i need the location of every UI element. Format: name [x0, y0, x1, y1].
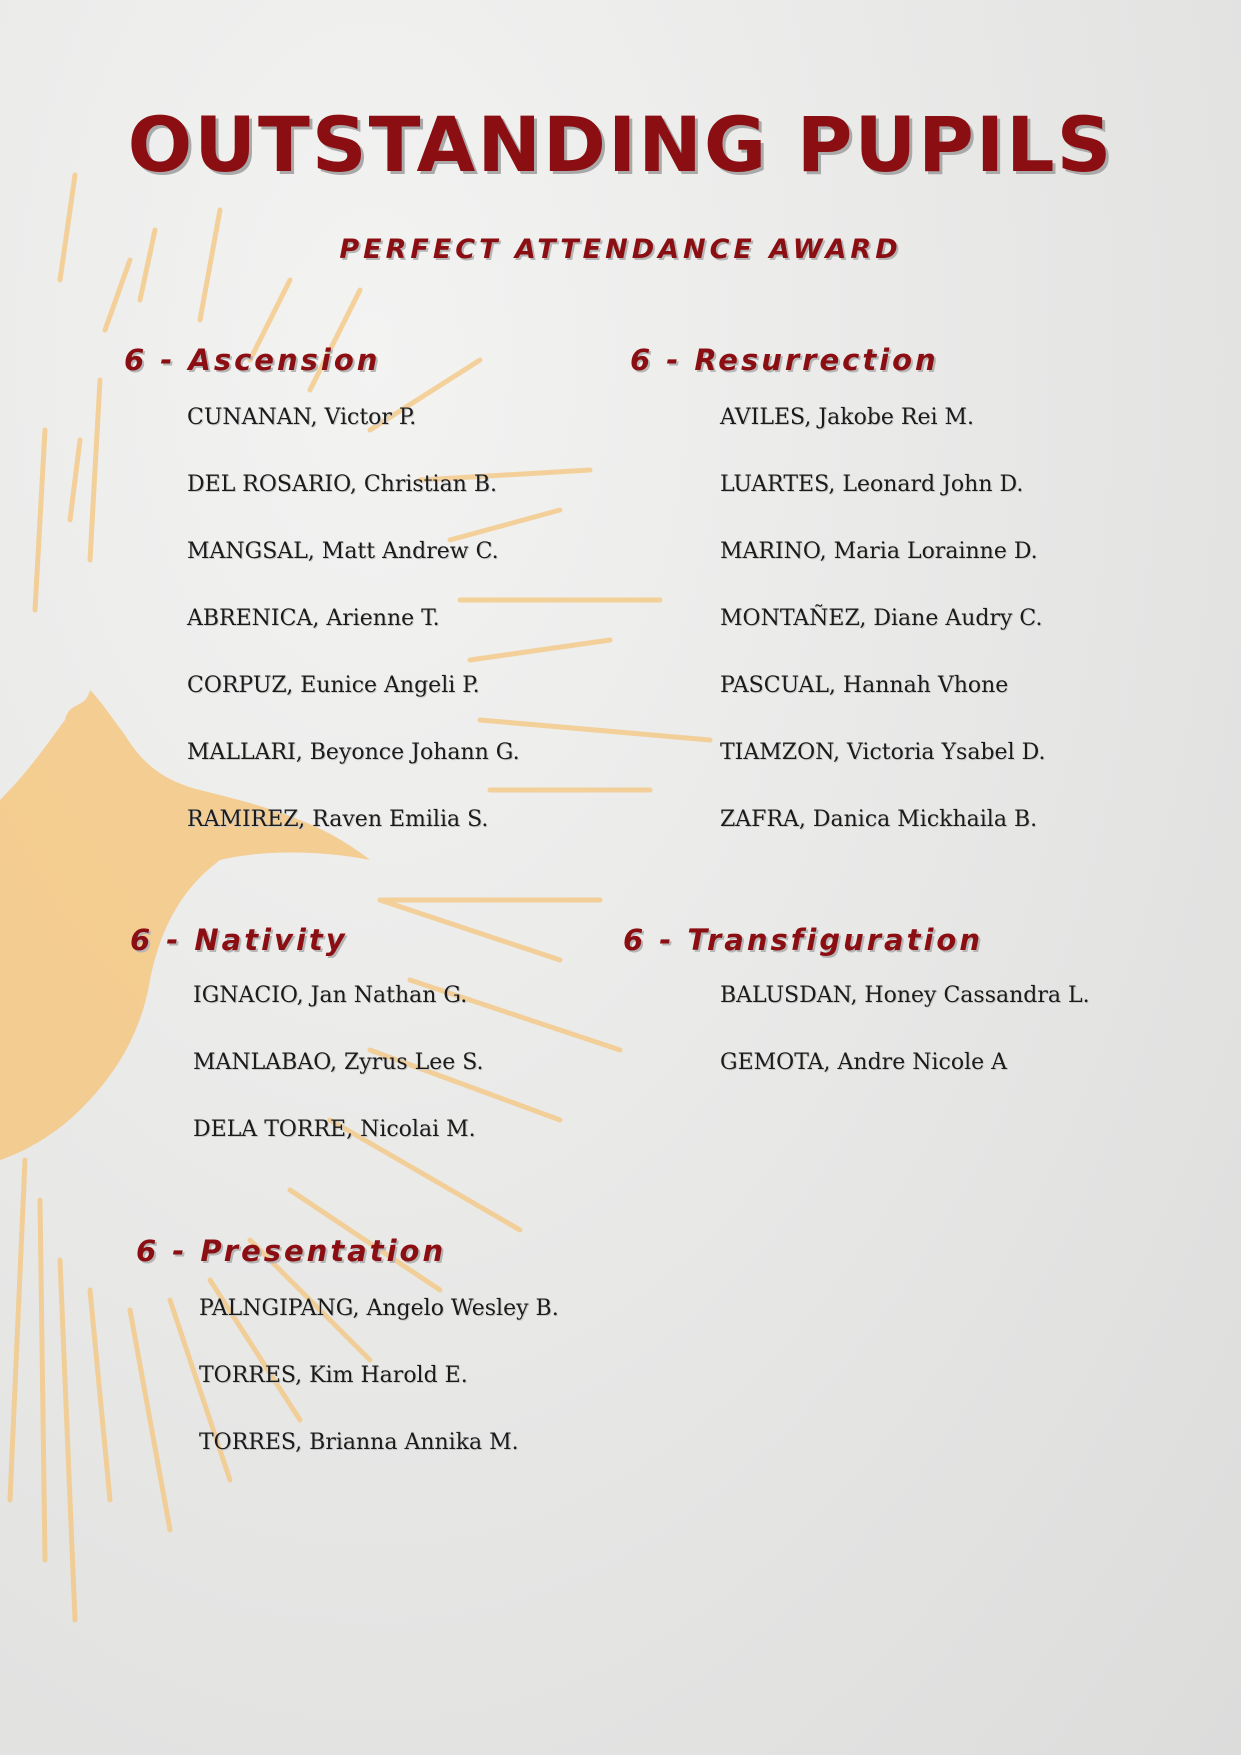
section-ascension: [124, 343, 520, 872]
pupil-name: TORRES, Kim Harold E.: [199, 1363, 468, 1388]
pupil-name: MONTAÑEZ, Diane Audry C.: [720, 606, 1043, 631]
pupil-name: DELA TORRE, Nicolai M.: [193, 1117, 476, 1142]
pupil-name: PALNGIPANG, Angelo Wesley B.: [199, 1296, 559, 1321]
pupil-name: MALLARI, Beyonce Johann G.: [187, 740, 520, 765]
pupil-name: DEL ROSARIO, Christian B.: [187, 472, 498, 497]
pupil-name: MANLABAO, Zyrus Lee S.: [193, 1050, 484, 1075]
award-subtitle: PERFECT ATTENDANCE AWARD: [339, 234, 902, 265]
section-presentation: [136, 1234, 559, 1495]
pupil-name: MARINO, Maria Lorainne D.: [720, 539, 1038, 564]
pupil-name: MANGSAL, Matt Andrew C.: [187, 539, 499, 564]
pupil-name: IGNACIO, Jan Nathan G.: [193, 983, 468, 1008]
name-list: [193, 981, 484, 1182]
section-resurrection: [630, 343, 1045, 872]
pupil-name: CORPUZ, Eunice Angeli P.: [187, 673, 480, 698]
pupil-name: CUNANAN, Victor P.: [187, 405, 417, 430]
pupil-name: ABRENICA, Arienne T.: [187, 606, 440, 631]
pupil-name: TIAMZON, Victoria Ysabel D.: [720, 740, 1046, 765]
name-list: [720, 403, 1045, 872]
name-list: [199, 1294, 559, 1495]
section-heading: 6 - Nativity: [130, 923, 348, 957]
section-heading: 6 - Transfiguration: [623, 923, 983, 957]
section-heading: 6 - Ascension: [124, 343, 381, 377]
name-list: [720, 981, 1090, 1115]
pupil-name: TORRES, Brianna Annika M.: [199, 1430, 519, 1455]
section-heading: 6 - Resurrection: [630, 343, 939, 377]
pupil-name: AVILES, Jakobe Rei M.: [720, 405, 975, 430]
pupil-name: GEMOTA, Andre Nicole A: [720, 1050, 1007, 1075]
pupil-name: BALUSDAN, Honey Cassandra L.: [720, 983, 1090, 1008]
page-title: OUTSTANDING PUPILS: [127, 100, 1114, 189]
pupil-name: LUARTES, Leonard John D.: [720, 472, 1024, 497]
pupil-name: ZAFRA, Danica Mickhaila B.: [720, 807, 1038, 832]
name-list: [187, 403, 520, 872]
section-transfiguration: [623, 923, 1090, 1115]
section-heading: 6 - Presentation: [136, 1234, 447, 1268]
section-nativity: [130, 923, 484, 1182]
pupil-name: RAMIREZ, Raven Emilia S.: [187, 807, 489, 832]
pupil-name: PASCUAL, Hannah Vhone: [720, 673, 1009, 698]
